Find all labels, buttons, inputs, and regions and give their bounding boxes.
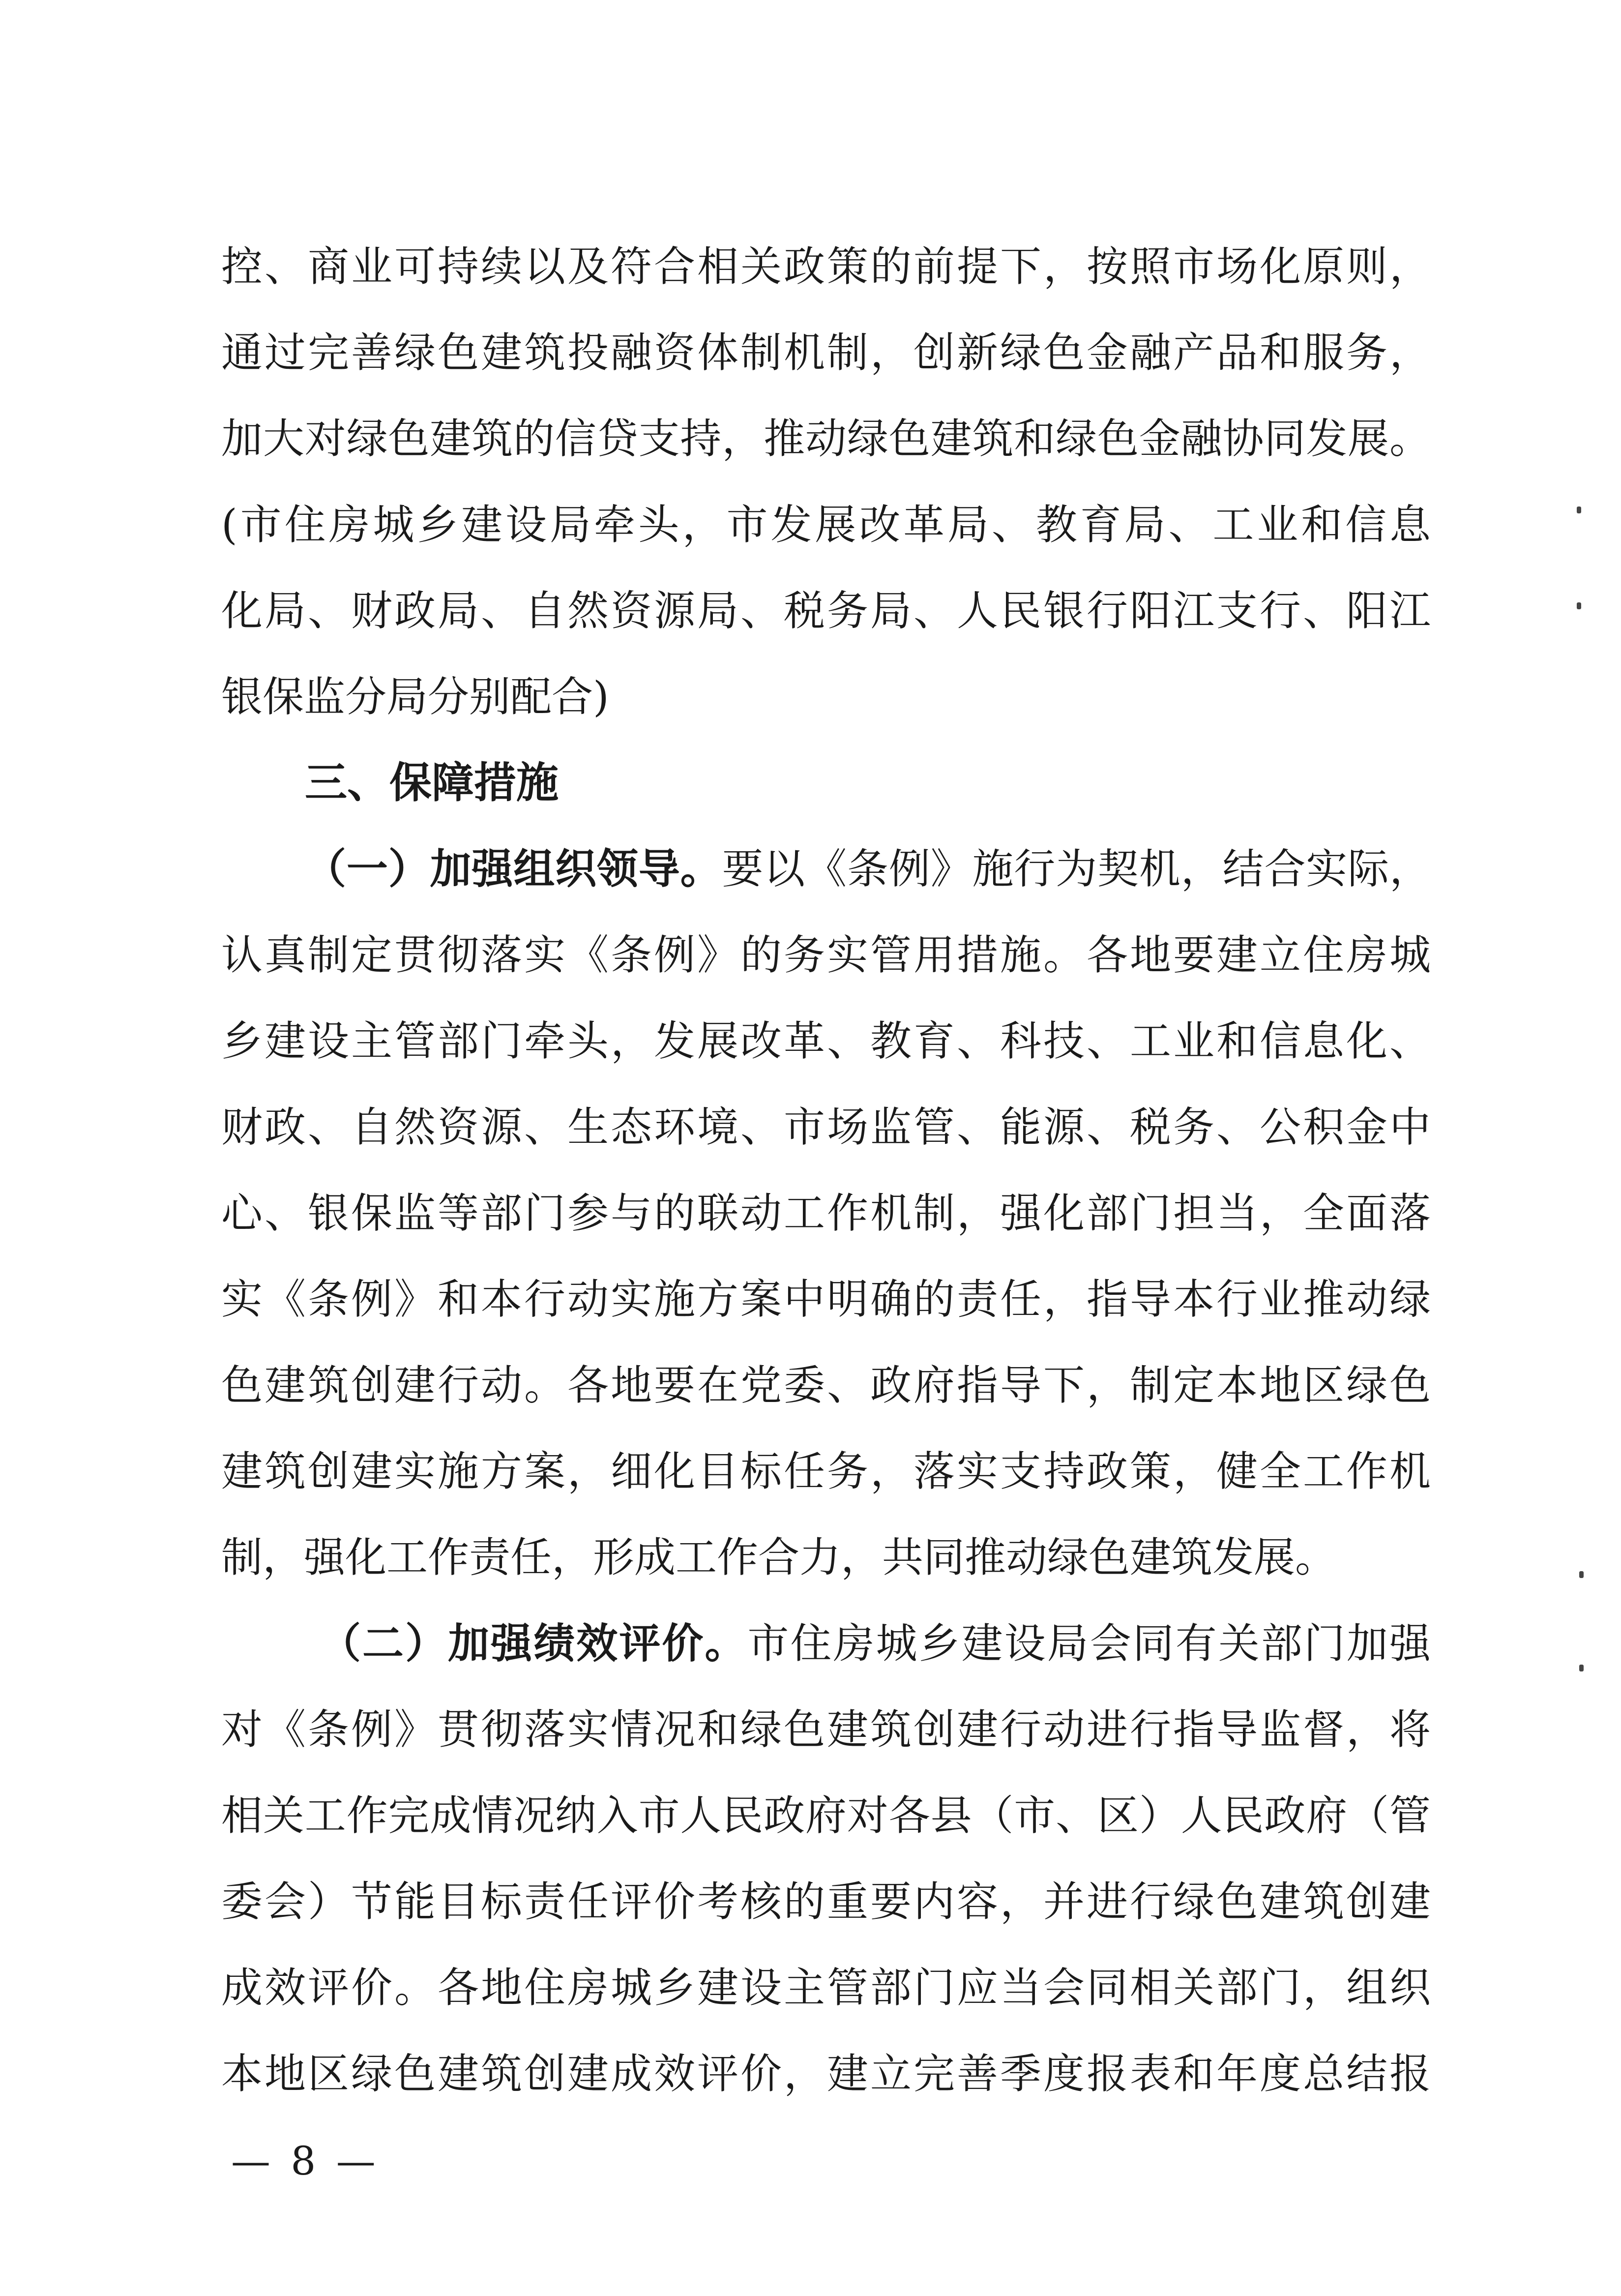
text-line: 心、银保监等部门参与的联动工作机制，强化部门担当，全面落 bbox=[221, 1189, 1431, 1237]
paragraph-first-rest: 要以《条例》施行为契机，结合实际， bbox=[722, 845, 1431, 893]
text-line-first bbox=[221, 1601, 1431, 1687]
text-line: 银保监分局分别配合) bbox=[221, 673, 609, 721]
paragraph-performance-evaluation bbox=[221, 1601, 1431, 2117]
text-line: 乡建设主管部门牵头，发展改革、教育、科技、工业和信息化、 bbox=[221, 1017, 1431, 1065]
paragraph-organizational-leadership bbox=[221, 826, 1431, 1601]
paragraph-lead: （二）加强绩效评价。 bbox=[320, 1619, 748, 1668]
scan-binding-mark bbox=[1577, 602, 1581, 609]
scan-binding-mark bbox=[1579, 1665, 1584, 1671]
text-line: 本地区绿色建筑创建成效评价，建立完善季度报表和年度总结报 bbox=[221, 2050, 1431, 2098]
paragraph-lead: （一）加强组织领导。 bbox=[305, 845, 722, 893]
text-line: 财政、自然资源、生态环境、市场监管、能源、税务、公积金中 bbox=[221, 1103, 1431, 1151]
paragraph-continuation bbox=[221, 224, 1431, 740]
paragraph-first-rest: 市住房城乡建设局会同有关部门加强 bbox=[747, 1619, 1431, 1668]
text-line: 委会）节能目标责任评价考核的重要内容，并进行绿色建筑创建 bbox=[221, 1878, 1431, 1926]
text-line: 相关工作完成情况纳入市人民政府对各县（市、区）人民政府（管 bbox=[221, 1791, 1431, 1840]
text-line: 制，强化工作责任，形成工作合力，共同推动绿色建筑发展。 bbox=[221, 1533, 1337, 1581]
scan-binding-mark bbox=[1577, 507, 1581, 513]
text-line: 通过完善绿色建筑投融资体制机制，创新绿色金融产品和服务， bbox=[221, 328, 1431, 377]
text-line: 成效评价。各地住房城乡建设主管部门应当会同相关部门，组织 bbox=[221, 1964, 1431, 2012]
text-line: 色建筑创建行动。各地要在党委、政府指导下，制定本地区绿色 bbox=[221, 1361, 1431, 1409]
text-line: (市住房城乡建设局牵头，市发展改革局、教育局、工业和信息 bbox=[221, 501, 1431, 549]
section-heading: 三、保障措施 bbox=[305, 758, 559, 807]
scan-binding-mark bbox=[1579, 1571, 1584, 1578]
text-line: 化局、财政局、自然资源局、税务局、人民银行阳江支行、阳江 bbox=[221, 587, 1431, 635]
text-line: 控、商业可持续以及符合相关政策的前提下，按照市场化原则， bbox=[221, 242, 1431, 291]
text-line: 对《条例》贯彻落实情况和绿色建筑创建行动进行指导监督，将 bbox=[221, 1705, 1431, 1754]
text-line: 建筑创建实施方案，细化目标任务，落实支持政策，健全工作机 bbox=[221, 1447, 1431, 1495]
text-line-first bbox=[221, 826, 1431, 912]
text-line: 加大对绿色建筑的信贷支持，推动绿色建筑和绿色金融协同发展。 bbox=[221, 415, 1431, 463]
page-number: — 8 — bbox=[231, 2138, 380, 2184]
text-line: 认真制定贯彻落实《条例》的务实管用措施。各地要建立住房城 bbox=[221, 931, 1431, 979]
text-line: 实《条例》和本行动实施方案中明确的责任，指导本行业推动绿 bbox=[221, 1275, 1431, 1323]
